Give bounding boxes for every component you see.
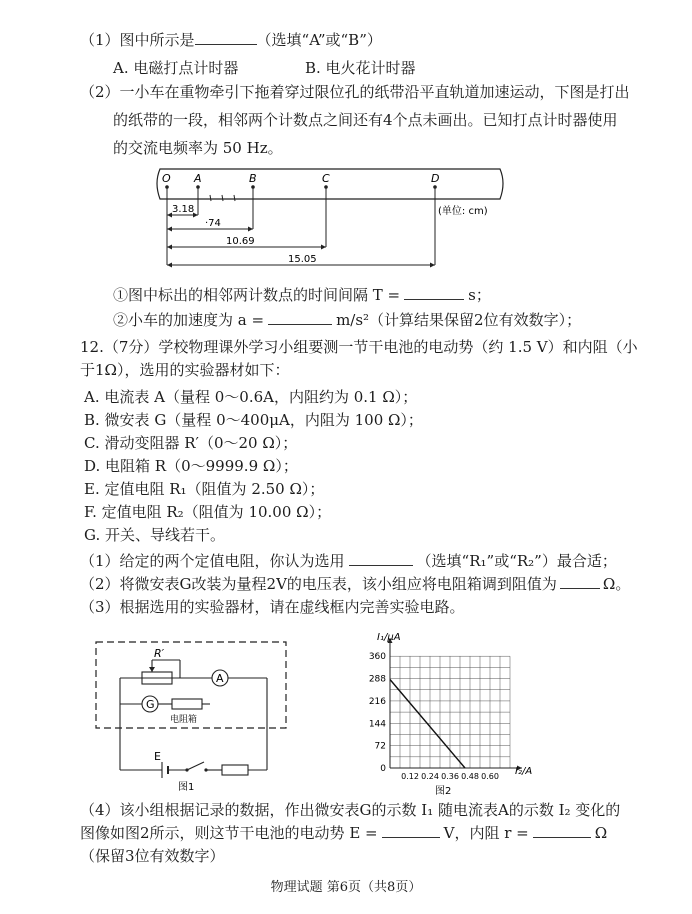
- q1-line: [80, 30, 382, 50]
- q12-item-e: E. 定值电阻 R₁（阻值为 2.50 Ω）；: [84, 480, 325, 498]
- tape-label-o: O: [162, 172, 171, 185]
- galvanometer-label: G: [146, 698, 155, 711]
- q12-part-4-line-1: （4）该小组根据记录的数据，作出微安表G的示数 I₁ 随电流表A的示数 I₂ 变化的: [80, 801, 621, 819]
- q12-part-1: （1）给定的两个定值电阻，你认为选用 （选填“R₁”或“R₂”）最合适；: [80, 552, 617, 570]
- circuit-figure: [92, 638, 297, 793]
- chart-series: [390, 680, 465, 769]
- q2-acceleration-blank[interactable]: [268, 310, 332, 325]
- q12-part-2: （2）将微安表G改装为量程2V的电压表，该小组应将电阻箱调到阻值为 Ω。: [80, 575, 631, 593]
- y-tick-label: 0: [380, 764, 386, 774]
- chart-axes: [388, 638, 523, 771]
- q12-line-2: 于1Ω），选用的实验器材如下：: [80, 361, 290, 379]
- q2-sub-1: ①图中标出的相邻两计数点的时间间隔 T = s；: [113, 286, 491, 304]
- switch-lever: [187, 762, 204, 770]
- q1-hint: （选填“A”或“B”）: [256, 31, 382, 49]
- q2-line-2: 的纸带的一段，相邻两个计数点之间还有4个点未画出。已知打点计时器使用: [113, 111, 618, 129]
- figure-2-caption: 图2: [435, 786, 452, 797]
- y-tick-label: 288: [368, 674, 386, 685]
- q2-sub-2: ②小车的加速度为 a = m/s²（计算结果保留2位有效数字）；: [113, 311, 582, 329]
- rheostat-label: R′: [154, 647, 165, 660]
- resistance-box-label: 电阻箱: [170, 715, 198, 725]
- q2-line-1: （2）一小车在重物牵引下拖着穿过限位孔的纸带沿平直轨道加速运动，下图是打出: [80, 83, 630, 101]
- q12-item-f: F. 定值电阻 R₂（阻值为 10.00 Ω）；: [84, 503, 332, 521]
- resistance-box-symbol: [172, 699, 202, 709]
- q1-answer-blank[interactable]: [195, 30, 257, 45]
- paper-tape-figure: [150, 165, 510, 275]
- page-footer: 物理试题 第6页（共8页）: [270, 880, 422, 895]
- q12-item-d: D. 电阻箱 R（0～9999.9 Ω）；: [84, 457, 298, 475]
- q12-box-resistance-blank[interactable]: [560, 574, 600, 589]
- q12-internal-resistance-blank[interactable]: [533, 823, 591, 838]
- y-tick-label: 72: [374, 741, 386, 752]
- q12-line-1: 12.（7分）学校物理课外学习小组要测一节干电池的电动势（约 1.5 V）和内阻（小: [80, 338, 638, 356]
- q2-period-blank[interactable]: [404, 285, 464, 300]
- dim-label-oc: 10.69: [226, 236, 255, 247]
- q12-item-a: A. 电流表 A（量程 0～0.6A，内阻约为 0.1 Ω）；: [84, 388, 418, 406]
- q1-text: （1）图中所示是: [80, 31, 195, 49]
- x-tick-label: 0.36: [441, 772, 459, 781]
- y-tick-label: 360: [368, 652, 386, 663]
- ammeter-label: A: [216, 672, 224, 685]
- q1-option-a: A. 电磁打点计时器: [113, 59, 239, 77]
- q12-item-b: B. 微安表 G（量程 0～400μA，内阻为 100 Ω）；: [84, 411, 423, 429]
- data-line: [390, 680, 465, 769]
- x-tick-label: 0.12: [401, 772, 419, 781]
- tape-label-a: A: [194, 172, 202, 185]
- q12-part-4-line-2: 图像如图2所示，则这节干电池的电动势 E = V，内阻 r = Ω: [80, 824, 608, 842]
- battery-label: E: [154, 750, 161, 763]
- y-tick-label: 144: [368, 719, 386, 730]
- q12-part-4-line-3: （保留3位有效数字）: [80, 847, 225, 865]
- x-tick-label: 0.60: [481, 772, 499, 781]
- i1-i2-chart: [345, 628, 535, 800]
- dim-label-ob: ·74: [205, 218, 221, 229]
- fixed-resistor-symbol: [222, 765, 248, 775]
- x-tick-label: 0.24: [421, 772, 439, 781]
- tape-label-b: B: [249, 172, 257, 185]
- q12-resistor-blank[interactable]: [349, 551, 413, 566]
- chart-x-axis-label: I₂/A: [515, 766, 533, 777]
- chart-tick-labels: [369, 652, 499, 781]
- q1-option-b: B. 电火花计时器: [305, 59, 416, 77]
- y-tick-label: 216: [368, 696, 386, 707]
- tape-label-d: D: [431, 172, 440, 185]
- figure-1-caption: 图1: [178, 782, 195, 793]
- dim-label-oa: 3.18: [172, 204, 195, 215]
- q2-line-3: 的交流电频率为 50 Hz。: [113, 139, 283, 157]
- dim-label-od: 15.05: [288, 254, 317, 265]
- q12-item-c: C. 滑动变阻器 R′（0～20 Ω）；: [84, 434, 298, 452]
- tape-label-c: C: [322, 172, 330, 185]
- q12-item-g: G. 开关、导线若干。: [84, 526, 225, 544]
- q12-emf-blank[interactable]: [382, 823, 440, 838]
- x-tick-label: 0.48: [461, 772, 479, 781]
- q12-part-3: （3）根据选用的实验器材，请在虚线框内完善实验电路。: [80, 598, 465, 616]
- chart-y-axis-label: I₁/μA: [377, 632, 401, 643]
- tape-outline: [157, 169, 503, 199]
- tape-unit: (单位: cm): [438, 206, 488, 217]
